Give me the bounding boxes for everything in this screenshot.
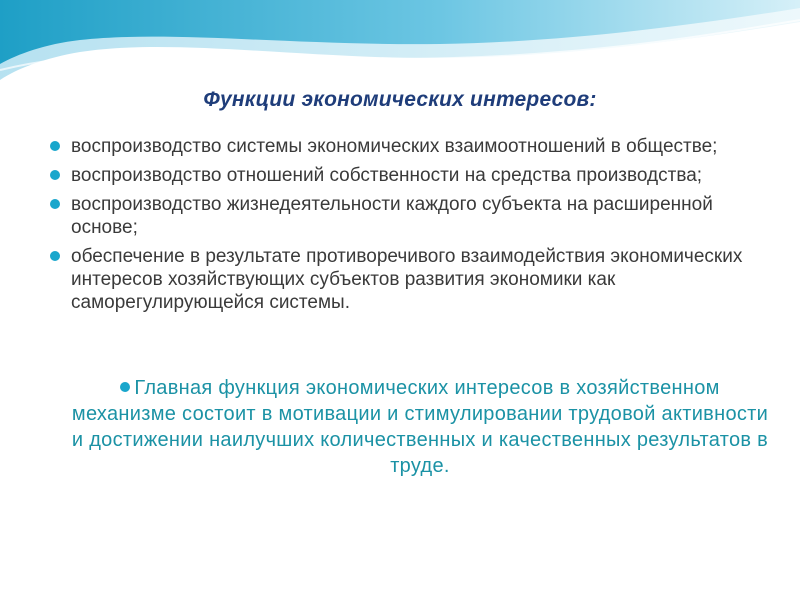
bullet-dot-icon xyxy=(50,199,60,209)
list-item xyxy=(48,164,748,187)
bullet-dot-icon xyxy=(50,251,60,261)
bullet-dot-icon xyxy=(50,141,60,151)
bullet-dot-icon xyxy=(120,382,130,392)
summary-paragraph xyxy=(70,375,770,479)
bullet-list xyxy=(48,135,748,320)
slide-title: Функции экономических интересов: xyxy=(203,88,597,111)
summary-text: Главная функция экономических интересов в хозяйственном механизме состоит в мотивации и стимулировании трудовой активности и достижении наилучших количественных и качественных результатов в труде. xyxy=(71,377,769,477)
header-wave-decoration xyxy=(0,0,800,90)
list-item xyxy=(48,193,748,239)
list-item-text: обеспечение в результате противоречивого взаимодействия экономических интересов хозяйствующих субъектов развития экономики как саморегулирующейся системы. xyxy=(71,246,743,313)
bullet-dot-icon xyxy=(50,170,60,180)
list-item xyxy=(48,135,748,158)
list-item-text: воспроизводство отношений собственности на средства производства; xyxy=(71,165,703,186)
list-item-text: воспроизводство жизнедеятельности каждого субъекта на расширенной основе; xyxy=(71,194,713,238)
list-item-text: воспроизводство системы экономических взаимоотношений в обществе; xyxy=(71,136,718,157)
list-item xyxy=(48,245,748,314)
